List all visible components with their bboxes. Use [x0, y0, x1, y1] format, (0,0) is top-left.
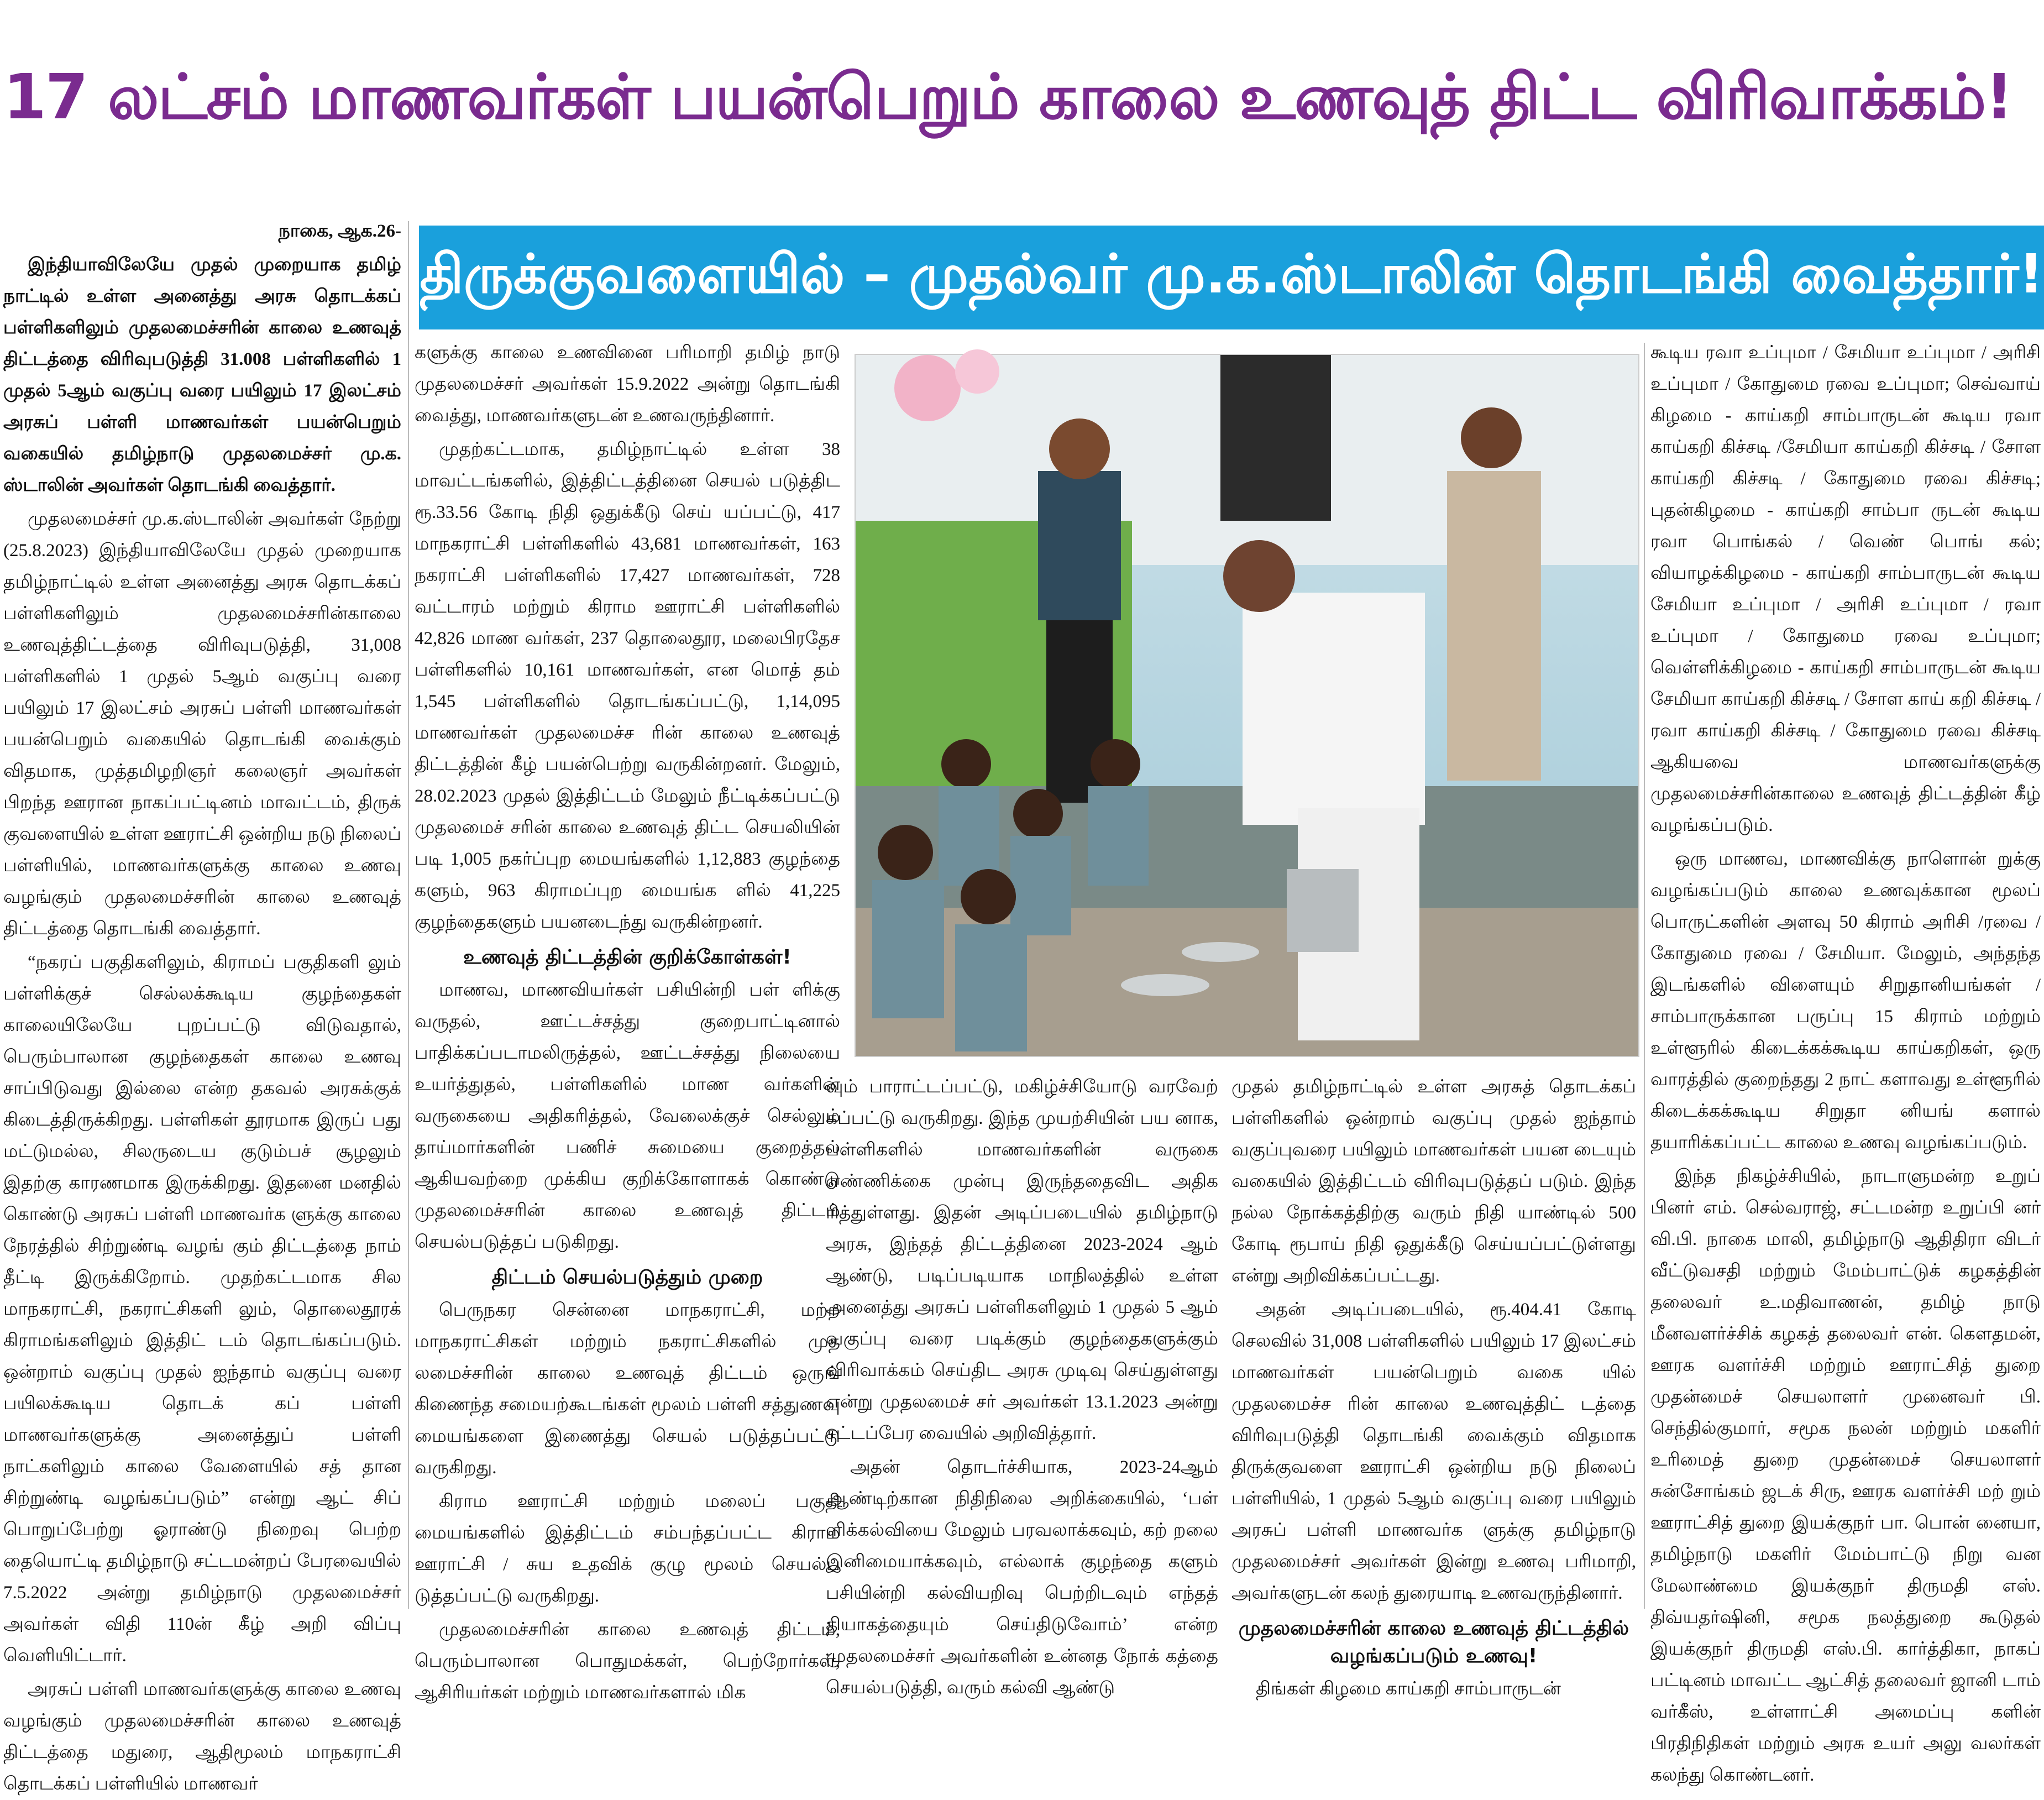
dateline: நாகை, ஆக.26- [278, 221, 401, 241]
news-photo [855, 354, 1639, 1057]
subheadline-text: திருக்குவளையில் – முதல்வர் மு.க.ஸ்டாலின் தொடங்கி வைத்தார்! [420, 243, 2043, 305]
article-column-3 [826, 1071, 1218, 1698]
paragraph: முதல் தமிழ்நாட்டில் உள்ள அரசுத் தொடக்கப் பள்ளிகளில் ஒன்றாம் வகுப்பு முதல் ஐந்தாம் வகுப்புவரை பயிலும் மாணவர்கள் பயன டையும் வகையில் இத்திட்டம் விரிவுபடுத்தப் படும். இந்த நல்ல நோக்கத்திற்கு வரும் நிதி யாண்டில் 500 கோடி ரூபாய் நிதி ஒதுக்கீடு செய்யப்பட்டுள்ளது என்று அறிவிக்கப்பட்டது. [1231, 1077, 1636, 1286]
photo-illustration [856, 355, 1638, 1056]
column-divider [1644, 343, 1645, 1609]
lead-paragraph: இந்தியாவிலேயே முதல் முறையாக தமிழ் நாட்டில் உள்ள அனைத்து அரசு தொடக்கப் பள்ளிகளிலும் முதலமைச்சரின் காலை உணவுத் திட்டத்தை விரிவுபடுத்தி 31.008 பள்ளிகளில் 1 முதல் 5ஆம் வகுப்பு வரை பயிலும் 17 இலட்சம் அரசுப் பள்ளி மாணவர்கள் பயன்பெறும் வகையில் தமிழ்நாடு முதலமைச்சர் மு.க. ஸ்டாலின் அவர்கள் தொடங்கி வைத்தார். [3, 255, 401, 495]
article-column-4 [1231, 1071, 1636, 1699]
subheadline-banner [419, 226, 2044, 329]
section-heading-objectives: உணவுத் திட்டத்தின் குறிக்கோள்கள்! [463, 946, 792, 969]
article-column-1 [3, 216, 401, 1794]
paragraph: முதலமைச்சர் மு.க.ஸ்டாலின் அவர்கள் நேற்று (25.8.2023) இந்தியாவிலேயே முதல் முறையாக தமிழ்நாட்டில் உள்ள அனைத்து அரசு தொடக்கப் பள்ளிகளிலும் முதலமைச்சரின்காலை உணவுத்திட்டத்தை விரிவுபடுத்தி, 31,008 பள்ளிகளில் 1 முதல் 5ஆம் வகுப்பு வரை பயிலும் 17 இலட்சம் அரசுப் பள்ளி மாணவர்கள் பயன்பெறும் வகையில் தொடங்கி வைக்கும் விதமாக, முத்தமிழறிஞர் கலைஞர் அவர்கள் பிறந்த ஊரான நாகப்பட்டினம் மாவட்டம், திருக் குவளையில் உள்ள ஊராட்சி ஒன்றிய நடு நிலைப் பள்ளியில், மாணவர்களுக்கு காலை உணவு வழங்கும் முதலமைச்சரின் காலை உணவுத் திட்டத்தை தொடங்கி வைத்தார். [3, 509, 401, 939]
paragraph: அதன் அடிப்படையில், ரூ.404.41 கோடி செலவில் 31,008 பள்ளிகளில் பயிலும் 17 இலட்சம் மாணவர்கள் பயன்பெறும் வகை யில் முதலமைச்ச ரின் காலை உணவுத்திட் டத்தை விரிவுபடுத்தி தொடங்கி வைக்கும் விதமாக திருக்குவளை ஊராட்சி ஒன்றிய நடு நிலைப் பள்ளியில், 1 முதல் 5ஆம் வகுப்பு வரை பயிலும் அரசுப் பள்ளி மாணவர்க ளுக்கு தமிழ்நாடு முதலமைச்சர் அவர்கள் இன்று உணவு பரிமாறி, அவர்களுடன் கலந் துரையாடி உணவருந்தினார். [1231, 1300, 1636, 1603]
paragraph: வும் பாராட்டப்பட்டு, மகிழ்ச்சியோடு வரவேற் கப்பட்டு வருகிறது. இந்த முயற்சியின் பய னாக, பள்ளிகளில் மாணவர்களின் வருகை எண்ணிக்கை முன்பு இருந்ததைவிட அதிக ரித்துள்ளது. இதன் அடிப்படையில் தமிழ்நாடு அரசு, இந்தத் திட்டத்தினை 2023-2024 ஆம் ஆண்டு, படிப்படியாக மாநிலத்தில் உள்ள அனைத்து அரசுப் பள்ளிகளிலும் 1 முதல் 5 ஆம் வகுப்பு வரை படிக்கும் குழந்தைகளுக்கும் விரிவாக்கம் செய்திட அரசு முடிவு செய்துள்ளது என்று முதலமைச் சர் அவர்கள் 13.1.2023 அன்று சட்டப்பேர வையில் அறிவித்தார். [826, 1077, 1218, 1443]
article-column-5 [1650, 337, 2041, 1785]
section-heading-implementation: திட்டம் செயல்படுத்தும் முறை [491, 1266, 763, 1289]
article-column-2-text [415, 337, 840, 1703]
paragraph: முதலமைச்சரின் காலை உணவுத் திட்டம், பெரும்பாலான பொதுமக்கள், பெற்றோர்கள், ஆசிரியர்கள் மற்றும் மாணவர்களால் மிக [415, 1620, 840, 1703]
paragraph: கூடிய ரவா உப்புமா / சேமியா உப்புமா / அரிசி உப்புமா / கோதுமை ரவை உப்புமா; செவ்வாய் கிழமை - காய்கறி சாம்பாருடன் கூடிய ரவா காய்கறி கிச்சடி /சேமியா காய்கறி கிச்சடி / சோள காய்கறி கிச்சடி / கோதுமை ரவை கிச்சடி; புதன்கிழமை - காய்கறி சாம்பா ருடன் கூடிய ரவா பொங்கல் / வெண் பொங் கல்; வியாழக்கிழமை - காய்கறி சாம்பாருடன் கூடிய சேமியா உப்புமா / அரிசி உப்புமா / ரவா உப்புமா / கோதுமை ரவை உப்புமா; வெள்ளிக்கிழமை - காய்கறி சாம்பாருடன் கூடிய சேமியா காய்கறி கிச்சடி / சோள காய் கறி கிச்சடி / ரவா காய்கறி கிச்சடி / கோதுமை ரவை கிச்சடி ஆகியவை மாணவர்களுக்கு முதலமைச்சரின்காலை உணவுத் திட்டத்தின் கீழ் வழங்கப்படும். [1650, 343, 2041, 835]
paragraph: அதன் தொடர்ச்சியாக, 2023-24ஆம் ஆண்டிற்கான நிதிநிலை அறிக்கையில், ‘பள் ளிக்கல்வியை மேலும் பரவலாக்கவும், கற் றலை இனிமையாக்கவும், எல்லாக் குழந்தை களும் பசியின்றி கல்வியறிவு பெற்றிடவும் எந்தத் தியாகத்தையும் செய்திடுவோம்’ என்ற முதலமைச்சர் அவர்களின் உன்னத நோக் கத்தை செயல்படுத்தி, வரும் கல்வி ஆண்டு [826, 1457, 1218, 1698]
paragraph: முதற்கட்டமாக, தமிழ்நாட்டில் உள்ள 38 மாவட்டங்களில், இத்திட்டத்தினை செயல் படுத்திட ரூ.33.56 கோடி நிதி ஒதுக்கீடு செய் யப்பட்டு, 417 மாநகராட்சி பள்ளிகளில் 43,681 மாணவர்கள், 163 நகராட்சி பள்ளிகளில் 17,427 மாணவர்கள், 728 வட்டாரம் மற்றும் கிராம ஊராட்சி பள்ளிகளில் 42,826 மாண வர்கள், 237 தொலைதூர, மலைபிரதேச பள்ளிகளில் 10,161 மாணவர்கள், என மொத் தம் 1,545 பள்ளிகளில் தொடங்கப்பட்டு, 1,14,095 மாணவர்கள் முதலமைச்ச ரின் காலை உணவுத் திட்டத்தின் கீழ் பயன்பெற்று வருகின்றனர். மேலும், 28.02.2023 முதல் இத்திட்டம் மேலும் நீட்டிக்கப்பட்டு முதலமைச் சரின் காலை உணவுத் திட்ட செயலியின் படி 1,005 நகர்ப்புற மையங்களில் 1,12,883 குழந்தை களும், 963 கிராமப்புற மையங்க ளில் 41,225 குழந்தைகளும் பயனடைந்து வருகின்றனர். [415, 439, 840, 932]
paragraph: இந்த நிகழ்ச்சியில், நாடாளுமன்ற உறுப் பினர் எம். செல்வராஜ், சட்டமன்ற உறுப்பி னர் வி.பி. நாகை மாலி, தமிழ்நாடு ஆதிதிரா விடர் வீட்டுவசதி மற்றும் மேம்பாட்டுக் கழகத்தின் தலைவர் உ.மதிவாணன், தமிழ் நாடு மீனவளர்ச்சிக் கழகத் தலைவர் என். கௌதமன், ஊரக வளர்ச்சி மற்றும் ஊராட்சித் துறை முதன்மைச் செயலாளர் முனைவர் பி. செந்தில்குமார், சமூக நலன் மற்றும் மகளிர் உரிமைத் துறை முதன்மைச் செயலாளர் சுன்சோங்கம் ஜடக் சிரு, ஊரக வளர்ச்சி மற் றும் ஊராட்சித் துறை இயக்குநர் பா. பொன் னையா, தமிழ்நாடு மகளிர் மேம்பாட்டு நிறு வன மேலாண்மை இயக்குநர் திருமதி எஸ். திவ்யதர்ஷினி, சமூக நலத்துறை கூடுதல் இயக்குநர் திருமதி எஸ்.பி. கார்த்திகா, நாகப் பட்டினம் மாவட்ட ஆட்சித் தலைவர் ஜானி டாம் வர்கீஸ், உள்ளாட்சி அமைப்பு களின் பிரதிநிதிகள் மற்றும் அரசு உயர் அலு வலர்கள் கலந்து கொண்டனர். [1650, 1166, 2041, 1785]
paragraph: திங்கள் கிழமை காய்கறி சாம்பாருடன் [1256, 1679, 1561, 1699]
paragraph: பெருநகர சென்னை மாநகராட்சி, மற்ற மாநகராட்சிகள் மற்றும் நகராட்சிகளில் முத லமைச்சரின் காலை உணவுத் திட்டம் ஒருங் கிணைந்த சமையற்கூடங்கள் மூலம் பள்ளி சத்துணவு மையங்களை இணைத்து செயல் படுத்தப்பட்டு வருகிறது. [415, 1300, 840, 1478]
paragraph: “நகரப் பகுதிகளிலும், கிராமப் பகுதிகளி லும் பள்ளிக்குச் செல்லக்கூடிய குழந்தைகள் காலையிலேயே புறப்பட்டு விடுவதால், பெரும்பாலான குழந்தைகள் காலை உணவு சாப்பிடுவது இல்லை என்ற தகவல் அரசுக்குக் கிடைத்திருக்கிறது. பள்ளிகள் தூரமாக இருப் பது மட்டுமல்ல, சிலருடைய குடும்பச் சூழலும் இதற்கு காரணமாக இருக்கிறது. இதனை மனதில் கொண்டு அரசுப் பள்ளி மாணவர்க ளுக்கு காலை நேரத்தில் சிற்றுண்டி வழங் கும் திட்டத்தை நாம் தீட்டி இருக்கிறோம். முதற்கட்டமாக சில மாநகராட்சி, நகராட்சிகளி லும், தொலைதூரக் கிராமங்களிலும் இத்திட் டம் தொடங்கப்படும். ஒன்றாம் வகுப்பு முதல் ஐந்தாம் வகுப்பு வரை பயிலக்கூடிய தொடக் கப் பள்ளி மாணவர்களுக்கு அனைத்துப் பள்ளி நாட்களிலும் காலை வேளையில் சத் தான சிற்றுண்டி வழங்கப்படும்” என்று ஆட் சிப் பொறுப்பேற்று ஓராண்டு நிறைவு பெற்ற தையொட்டி தமிழ்நாடு சட்டமன்றப் பேரவையில் 7.5.2022 அன்று தமிழ்நாடு முதலமைச்சர் அவர்கள் விதி 110ன் கீழ் அறி விப்பு வெளியிட்டார். [3, 953, 401, 1666]
paragraph: ஒரு மாணவ, மாணவிக்கு நாளொன் றுக்கு வழங்கப்படும் காலை உணவுக்கான மூலப் பொருட்களின் அளவு 50 கிராம் அரிசி /ரவை / கோதுமை ரவை / சேமியா. மேலும், அந்தந்த இடங்களில் விளையும் சிறுதானியங்கள் / சாம்பாருக்கான பருப்பு 15 கிராம் மற்றும் உள்ளூரில் கிடைக்கக்கூடிய காய்கறிகள், ஒரு வாரத்தில் குறைந்தது 2 நாட் களாவது உள்ளூரில் கிடைக்கக்கூடிய சிறுதா னியங் களால் தயாரிக்கப்பட்ட காலை உணவு வழங்கப்படும். [1650, 849, 2041, 1153]
paragraph: மாணவ, மாணவியர்கள் பசியின்றி பள் ளிக்கு வருதல், ஊட்டச்சத்து குறைபாட்டினால் பாதிக்கப்படாமலிருத்தல், ஊட்டச்சத்து நிலையை உயர்த்துதல், பள்ளிகளில் மாண வர்களின் வருகையை அதிகரித்தல், வேலைக்குச் செல்லும் தாய்மார்களின் பணிச் சுமையை குறைத்தல் ஆகியவற்றை முக்கிய குறிக்கோளாகக் கொண்டு முதலமைச்சரின் காலை உணவுத் திட்டம் செயல்படுத்தப் படுகிறது. [415, 980, 840, 1252]
paragraph: அரசுப் பள்ளி மாணவர்களுக்கு காலை உணவு வழங்கும் முதலமைச்சரின் காலை உணவுத் திட்டத்தை மதுரை, ஆதிமூலம் மாநகராட்சி தொடக்கப் பள்ளியில் மாணவர் [3, 1679, 401, 1794]
paragraph: களுக்கு காலை உணவினை பரிமாறி தமிழ் நாடு முதலமைச்சர் அவர்கள் 15.9.2022 அன்று தொடங்கி வைத்து, மாணவர்களுடன் உணவருந்தினார். [415, 343, 840, 426]
paragraph: கிராம ஊராட்சி மற்றும் மலைப் பகுதி மையங்களில் இத்திட்டம் சம்பந்தப்பட்ட கிராம ஊராட்சி / சுய உதவிக் குழு மூலம் செயல்ப டுத்தப்பட்டு வருகிறது. [415, 1492, 840, 1606]
column-divider [408, 221, 409, 1609]
headline: 17 லட்சம் மாணவர்கள் பயன்பெறும் காலை உணவுத் திட்ட விரிவாக்கம்! [3, 61, 2012, 133]
section-heading-menu: முதலமைச்சரின் காலை உணவுத் திட்டத்தில் வழங்கப்படும் உணவு! [1238, 1617, 1629, 1667]
